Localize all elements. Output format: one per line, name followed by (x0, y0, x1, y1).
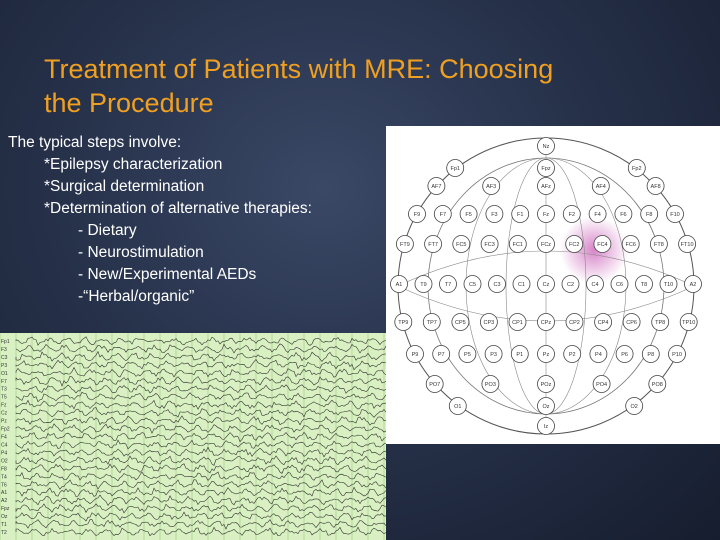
electrode-label: CP1 (512, 320, 523, 326)
eeg-trace (16, 512, 386, 521)
electrode-label: C4 (591, 282, 599, 288)
electrode-label: FT8 (654, 242, 664, 248)
electrode-label: Fpz (541, 166, 551, 172)
eeg-trace (16, 520, 386, 530)
eeg-trace (16, 447, 386, 457)
electrode-label: FC1 (512, 242, 523, 248)
electrode-map-image (386, 126, 720, 444)
eeg-trace (16, 352, 386, 362)
eeg-channel-label: F4 (1, 434, 7, 441)
electrode-label: F1 (516, 212, 524, 218)
eeg-trace (16, 472, 386, 481)
electrode-label: AF8 (650, 184, 661, 190)
electrode-label: F6 (620, 212, 627, 218)
eeg-channel-label: P3 (1, 362, 8, 369)
electrode-label: F2 (568, 212, 576, 218)
eeg-recording-image (0, 333, 386, 540)
electrode-label: F7 (439, 212, 447, 218)
electrode-label: P2 (568, 352, 576, 358)
electrode-label: TP8 (655, 320, 666, 326)
eeg-channel-label: T4 (1, 474, 7, 481)
electrode-label: C5 (468, 282, 477, 288)
electrode-label: Fz (542, 212, 550, 218)
electrode-label: Iz (543, 424, 549, 430)
eeg-channel-label: F7 (1, 378, 7, 385)
electrode-label: F8 (645, 212, 653, 218)
eeg-channel-label: T1 (1, 522, 7, 529)
slide-title-line1: Treatment of Patients with MRE: Choosing (44, 54, 554, 84)
electrode-label: P3 (490, 352, 497, 358)
eeg-channel-label: Cz (1, 410, 8, 417)
eeg-trace (16, 392, 386, 402)
eeg-channel-label: Fpz (1, 506, 10, 513)
eeg-channel-label: Fp2 (1, 426, 10, 433)
electrode-label: AF4 (595, 184, 606, 190)
electrode-label: TP9 (398, 320, 409, 326)
eeg-trace (16, 385, 386, 394)
electrode-label: F9 (413, 212, 421, 218)
eeg-traces (0, 333, 386, 540)
electrode-label: PO8 (651, 382, 663, 388)
electrode-label: Fp1 (450, 166, 460, 172)
electrode-label: P10 (672, 352, 682, 358)
eeg-channel-label: A1 (1, 490, 8, 497)
electrode-label: FC6 (625, 242, 636, 248)
eeg-channel-label: T6 (1, 482, 7, 489)
electrode-label: FC2 (569, 242, 580, 248)
eeg-trace (16, 495, 386, 505)
electrode-label: Oz (542, 404, 550, 410)
eeg-channel-label: Oz (1, 514, 8, 521)
eeg-trace (16, 424, 386, 433)
eeg-channel-label: Fz (1, 402, 7, 409)
electrode-label: P6 (621, 352, 628, 358)
electrode-label: TP10 (682, 320, 696, 326)
electrode-label: A2 (689, 282, 697, 288)
electrode-label: FC3 (484, 242, 495, 248)
eeg-trace (16, 408, 386, 418)
electrode-label: POz (540, 382, 552, 388)
step-item: *Determination of alternative therapies: (44, 200, 312, 217)
eeg-trace (16, 360, 386, 370)
electrode-label: CP4 (597, 320, 609, 326)
electrode-label: C6 (615, 282, 624, 288)
eeg-trace (16, 337, 386, 346)
electrode-label: FC4 (597, 242, 608, 248)
electrode-label: O2 (630, 404, 638, 410)
electrode-label: AF7 (431, 184, 442, 190)
eeg-trace (16, 456, 386, 466)
electrode-label: C2 (566, 282, 575, 288)
eeg-channel-label: C3 (1, 354, 8, 361)
eeg-channel-label: F8 (1, 466, 7, 473)
electrode-label: O1 (454, 404, 462, 410)
eeg-channel-label: C4 (1, 442, 8, 449)
intro-text: The typical steps involve: (8, 134, 182, 151)
electrode-label: F10 (670, 212, 680, 218)
electrode-label: Pz (542, 352, 550, 358)
eeg-trace (16, 368, 386, 378)
electrode-label: PO4 (596, 382, 608, 388)
eeg-trace (16, 527, 386, 536)
electrode-label: PO3 (484, 382, 496, 388)
electrode-label: AFz (541, 184, 551, 190)
electrode-label: P8 (647, 352, 655, 358)
electrode-label: C3 (493, 282, 501, 288)
eeg-trace (16, 344, 386, 353)
step-item: *Epilepsy characterization (44, 156, 223, 173)
electrode-label: CP3 (483, 320, 495, 326)
eeg-channel-label: T5 (1, 394, 7, 401)
slide-body (8, 132, 388, 308)
eeg-trace (16, 464, 386, 474)
electrode-label: P7 (437, 352, 445, 358)
eeg-trace (16, 376, 386, 386)
electrode-label: CP2 (569, 320, 580, 326)
electrode-label: FCz (540, 242, 552, 248)
therapy-item: - Dietary (78, 222, 137, 239)
electrode-label: FC5 (456, 242, 467, 248)
step-item: *Surgical determination (44, 178, 205, 195)
eeg-channel-label: O2 (1, 458, 8, 465)
therapy-item: -“Herbal/organic” (78, 288, 195, 305)
electrode-label: TP7 (426, 320, 437, 326)
electrode-label: P4 (595, 352, 602, 358)
electrode-label: T9 (420, 282, 427, 288)
eeg-channel-label: O1 (1, 370, 8, 377)
electrode-label: C1 (517, 282, 526, 288)
eeg-trace (16, 504, 386, 513)
eeg-channel-label: T2 (1, 530, 7, 537)
eeg-channel-label: F3 (1, 346, 7, 353)
electrode-label: FT9 (400, 242, 410, 248)
electrode-label: CP5 (455, 320, 466, 326)
electrode-label: CP6 (626, 320, 637, 326)
electrode-label: FT7 (428, 242, 438, 248)
slide-title (44, 52, 684, 120)
therapy-item: - New/Experimental AEDs (78, 266, 257, 283)
eeg-channel-label: P4 (1, 450, 8, 457)
electrode-label: T8 (640, 282, 648, 288)
electrode-label: P1 (516, 352, 524, 358)
electrode-label: F3 (491, 212, 498, 218)
electrode-label: A1 (395, 282, 403, 288)
eeg-channel-label: Fp1 (1, 338, 10, 345)
electrode-label: FT10 (680, 242, 694, 248)
electrode-map-diagram (386, 126, 720, 444)
electrode-label: F4 (594, 212, 601, 218)
electrode-label: T10 (663, 282, 674, 288)
electrode-label: Nz (542, 144, 550, 150)
eeg-trace (16, 480, 386, 490)
electrode-label: P5 (464, 352, 471, 358)
electrode-label: Fp2 (632, 166, 642, 172)
electrode-label: AF3 (486, 184, 497, 190)
electrode-label: Cz (542, 282, 550, 288)
electrode-label: F5 (465, 212, 472, 218)
slide-title-line2: the Procedure (44, 88, 214, 118)
eeg-trace (16, 440, 386, 449)
eeg-channel-label: Pz (1, 418, 7, 425)
therapy-item: - Neurostimulation (78, 244, 204, 261)
electrode-label: PO7 (429, 382, 441, 388)
electrode-label: CPz (540, 320, 552, 326)
eeg-trace (16, 416, 386, 425)
eeg-channel-label: T3 (1, 386, 7, 393)
eeg-trace (16, 487, 386, 496)
electrode-label: T7 (444, 282, 452, 288)
eeg-trace (16, 432, 386, 441)
electrode-label: P9 (411, 352, 419, 358)
eeg-channel-label: A2 (1, 498, 8, 505)
eeg-trace (16, 400, 386, 409)
